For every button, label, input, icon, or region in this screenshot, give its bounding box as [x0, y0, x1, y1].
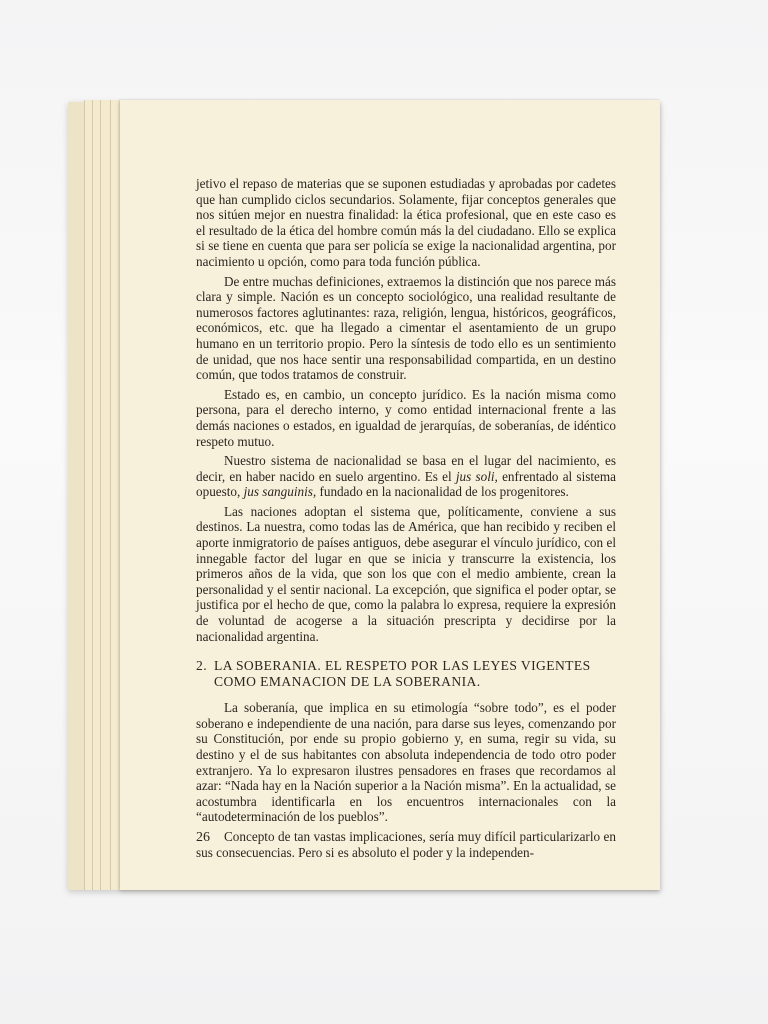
text-run: enfrentado al sistema opuesto,	[196, 468, 616, 500]
paragraph-nationality	[196, 453, 616, 500]
paragraph: jetivo el repaso de materias que se suponen estudiadas y aprobadas por cadetes que han cumplido ciclos secundarios. Solamente, fijar conceptos generales que nos sitúen mejor en nuestra finalidad: la ética profesional, que en este caso es el resultado de la ética del hombre común más la del ciudadano. Ello se explica si se tiene en cuenta que para ser policía se exige la nacionalidad argentina, por nacimiento u opción, como para toda función pública.	[196, 176, 616, 269]
paragraph: La soberanía, que implica en su etimología “sobre todo”, es el poder soberano e independiente de una nación, para darse sus leyes, comenzando por su Constitución, por ende su propio gobierno y, en suma, regir su vida, su destino y el de sus habitantes con absoluta independencia de todo otro poder extranjero. Ya lo expresaron ilustres pensadores en frases que recordamos al azar: “Nada hay en la Nación superior a la Nación misma”. En la actualidad, se acostumbra identificarla en los encuentros internacionales con la “autodeterminación de los pueblos”.	[196, 700, 616, 825]
section-heading-line: LA SOBERANIA. EL RESPETO POR LAS LEYES VIGENTES	[214, 658, 591, 674]
paragraph: De entre muchas definiciones, extraemos la distinción que nos parece más clara y simple. Nación es un concepto sociológico, una realidad resultante de numerosos factores aglutinantes: raza, religión, lengua, históricos, geográficos, económicos, etc. que ha llegado a cimentar el asentamiento de un grupo humano en un territorio propio. Pero la síntesis de todo ello es un sentimiento de unidad, que nos hace sentir una responsabilidad compartida, en un destino común, que todos tratamos de construir.	[196, 273, 616, 383]
text-run: fundado en la nacionalidad de los progenitores.	[316, 484, 569, 500]
page-body-text	[196, 176, 616, 864]
page-number: 26	[196, 830, 210, 845]
text-run: Nuestro sistema de nacionalidad se basa en el lugar del nacimiento, es decir, en haber nacido en suelo argentino. Es el	[196, 453, 616, 484]
latin-term: jus sanguinis,	[243, 484, 317, 500]
section-number: 2.	[196, 658, 207, 674]
section-heading	[196, 658, 616, 690]
paragraph: Las naciones adoptan el sistema que, políticamente, conviene a sus destinos. La nuestra, como todas las de América, que han recibido y reciben el aporte inmigratorio de países antiguos, debe asegurar el vínculo jurídico, con el innegable factor del lugar en que se inicia y transcurre la existencia, los primeros años de la vida, que son los que con el medio ambiente, crean la personalidad y el sentir nacional. La excepción, que significa el poder optar, se justifica por el hecho de que, como la palabra lo expresa, requiere la expresión de voluntad de acogerse a la situación prescripta y decidirse por la nacionalidad argentina.	[196, 503, 616, 644]
section-heading-line: COMO EMANACION DE LA SOBERANIA.	[214, 674, 481, 690]
paragraph: Concepto de tan vastas implicaciones, sería muy difícil particularizarlo en sus consecuencias. Pero si es absoluto el poder y la independen-	[196, 828, 616, 860]
latin-term: jus soli,	[455, 468, 498, 484]
paragraph: Estado es, en cambio, un concepto jurídico. Es la nación misma como persona, para el derecho interno, y como entidad internacional frente a las demás naciones o estados, en igualdad de jerarquías, de soberanías, de idéntico respeto mutuo.	[196, 386, 616, 449]
